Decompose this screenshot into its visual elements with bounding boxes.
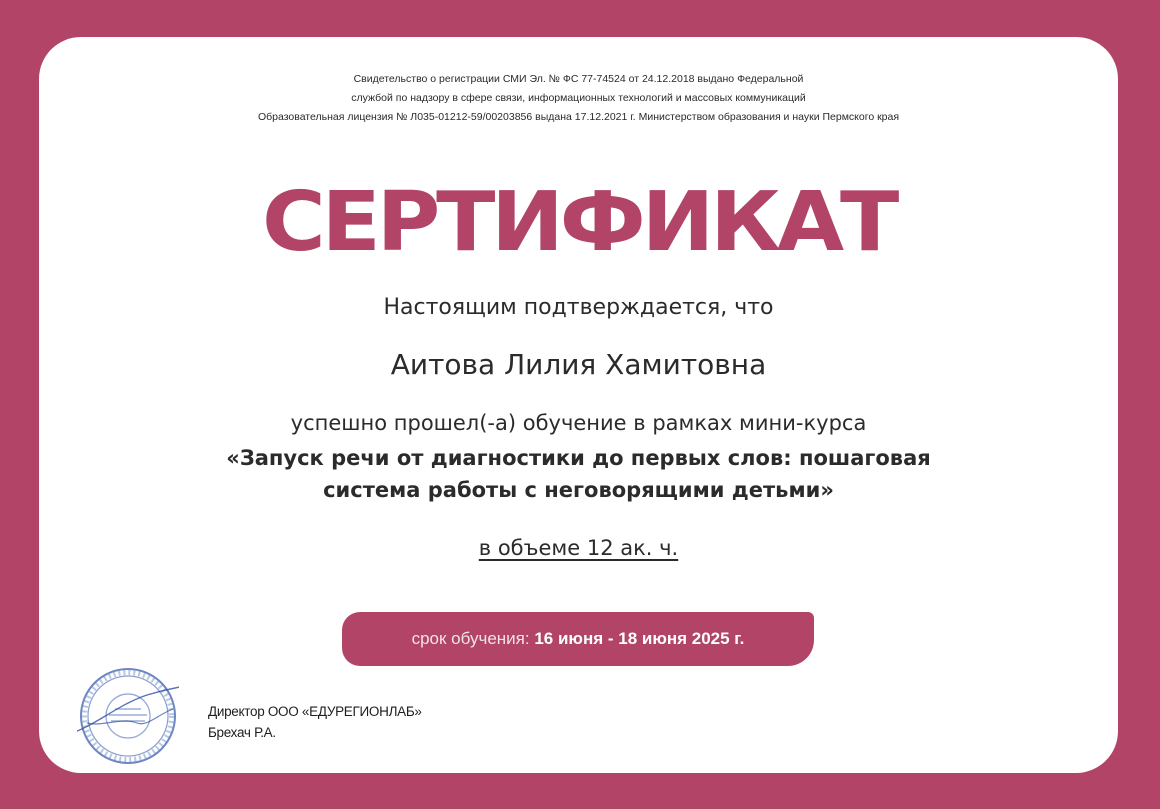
- course-title-line: «Запуск речи от диагностики до первых слов: пошаговая: [226, 446, 931, 470]
- director-name: Брехач Р.А.: [208, 725, 276, 740]
- completion-text: успешно прошел(-а) обучение в рамках мини-курса: [290, 411, 867, 435]
- study-term-dates: 16 июня - 18 июня 2025 г.: [534, 629, 745, 648]
- signature-block: [208, 701, 422, 743]
- course-volume-text: в объеме 12 ак. ч.: [478, 536, 679, 560]
- license-line: Образовательная лицензия № Л035-01212-59/00203856 выдана 17.12.2021 г. Министерством образования и науки Пермского края: [257, 111, 900, 123]
- confirmation-text: Настоящим подтверждается, что: [383, 295, 774, 320]
- registration-info: [39, 70, 1118, 127]
- certificate-title: СЕРТИФИКАТ: [261, 175, 896, 270]
- round-seal-stamp-icon: [77, 665, 179, 767]
- recipient-name: Аитова Лилия Хамитовна: [390, 348, 767, 381]
- study-term-badge: [342, 612, 814, 666]
- study-term-label: срок обучения:: [411, 629, 535, 648]
- certificate-card: [39, 37, 1118, 773]
- registration-line: Свидетельство о регистрации СМИ Эл. № ФС 77-74524 от 24.12.2018 выдано Федеральной: [353, 73, 804, 85]
- course-title: [39, 442, 1118, 506]
- director-title: Директор ООО «ЕДУРЕГИОНЛАБ»: [208, 704, 422, 719]
- course-volume: [39, 536, 1118, 560]
- course-title-line: система работы с неговорящими детьми»: [323, 478, 834, 502]
- registration-line: службой по надзору в сфере связи, информационных технологий и массовых коммуникаций: [351, 92, 806, 104]
